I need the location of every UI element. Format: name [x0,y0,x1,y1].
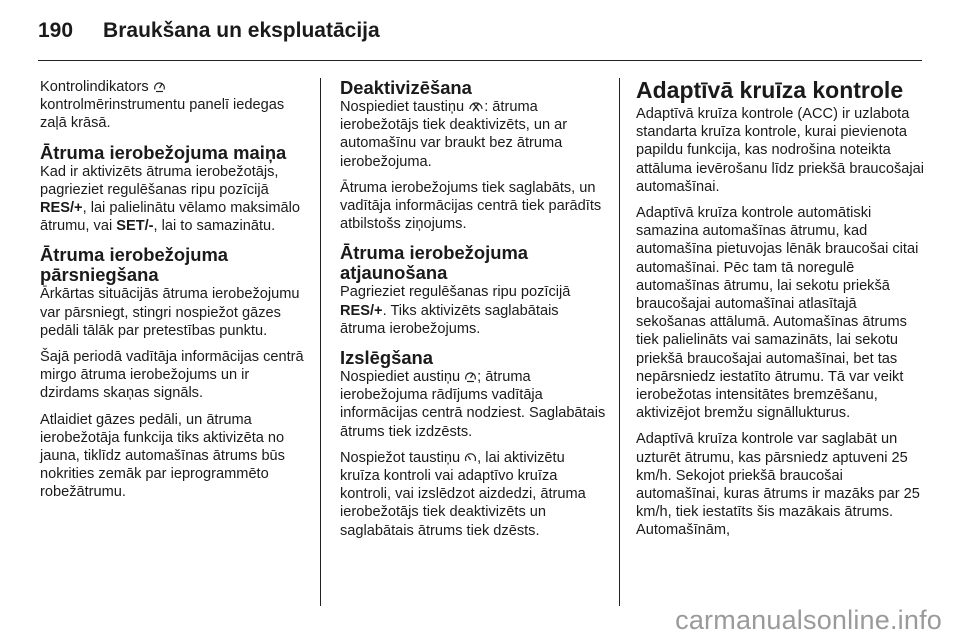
text: , lai to samazinātu. [153,218,276,235]
res-label: RES/+ [340,302,383,319]
exceed-paragraph-1: Ārkārtas situācijās ātruma ierobežojumu var pārsniegt, stingri nospiežot gāzes pedāli tālāk par pretestības punktu. [40,286,300,339]
text: . Tiks aktivizēts saglabātais ātruma ierobežojums. [340,302,559,337]
text: , lai aktivizētu kruīza kontroli vai adaptīvo kruīza kontroli, vai izslēdzot aizdedzi, ātruma ierobežotājs tiek deaktivizēts un saglabātais ātrums tiek dzēsts. [340,449,586,539]
column-divider-1 [320,78,321,606]
exceed-paragraph-2: Šajā periodā vadītāja informācijas centrā mirgo ātruma ierobežojums un ir dzirdams skaņas signāls. [40,349,304,402]
heading-restore: Ātruma ierobežojuma atjaunošana [340,242,529,284]
text: Nospiediet taustiņu [340,99,469,115]
page-number: 190 [38,19,74,42]
text: Nospiediet austiņu [340,369,465,386]
speed-limiter-icon [464,370,477,383]
acc-paragraph-2: Adaptīvā kruīza kontrole automātiski samazina automašīnas ātrumu, kad automašīna pietuvojas lēnāk braucošai citai automašīnai. Pēc tam tā noregulē automašīnas ātrumu, lai sekotu priekšā braucošajai automašīnai atlasītajā sekošanas attālumā. Automašīnas ātrums tiek palielināts vai samazināts, lai sekotu priekšā braucošajai automašīnai, bet tas nepārsniedz iestatīto ātrumu. Tā var veikt ierobežotas intensitātes bremzēšanu, aktivizējot bremžu signāllukturus. [636,205,919,422]
heading-adaptive-cruise: Adaptīvā kruīza kontrole [636,77,904,103]
text: Nospiežot taustiņu [340,449,465,466]
chapter-title: Braukšana un ekspluatācija [103,19,380,42]
text: Kad ir aktivizēts ātruma ierobežotājs, pagrieziet regulēšanas ripu pozīcijā [40,163,279,198]
text: kontrolmērinstrumentu panelī iedegas zaļā krāsā. [40,97,285,132]
heading-switch-off: Izslēgšana [340,347,434,369]
cruise-control-icon [464,451,477,464]
switch-off-paragraph [340,368,606,441]
column-divider-2 [619,78,620,606]
header-divider [38,60,922,61]
restore-paragraph [340,283,606,338]
column-1 [40,78,308,510]
acc-paragraph-1: Adaptīvā kruīza kontrole (ACC) ir uzlabota standarta kruīza kontrole, kurai pievienota papildu funkcija, kas nodrošina noteikta attāluma ievērošanu līdz priekšā braucošajai automašīnai. [636,106,924,195]
cruise-paragraph [340,449,606,540]
limit-change-paragraph [40,163,308,236]
res-label: RES/+ [40,200,83,217]
heading-limit-change: Ātruma ierobežojuma maiņa [40,141,287,163]
text: Kontrolindikators [40,79,153,95]
column-2 [340,78,606,548]
indicator-paragraph [40,78,308,133]
stored-limit-paragraph: Ātruma ierobežojums tiek saglabāts, un vadītāja informācijas centrā tiek parādīts atbilstošs ziņojums. [340,179,602,233]
watermark: carmanualsonline.info [675,605,942,635]
deactivation-paragraph [340,98,606,171]
text: : ātruma ierobežotājs tiek deaktivizēts, un ar automašīnu var braukt bez ātruma ierobežojuma. [340,99,568,170]
speed-limiter-icon [153,80,166,93]
exceed-paragraph-3: Atlaidiet gāzes pedāli, un ātruma ierobežotāja funkcija tiks aktivizēta no jauna, tiklīdz automašīnas ātrums būs nokrities zemāk par ieprogrammēto robežātrumu. [40,411,285,501]
text: , lai palielinātu vēlamo maksimālo ātrumu, vai [40,200,300,235]
column-3 [636,78,926,548]
text: Pagrieziet regulēšanas ripu pozīcijā [340,284,571,301]
text: ; ātruma ierobežojuma rādījums vadītāja informācijas centrā nodziest. Saglabātais ātrums tiek izdzēsts. [340,369,606,440]
heading-limit-exceed: Ātruma ierobežojuma pārsniegšana [40,244,229,286]
acc-paragraph-3: Adaptīvā kruīza kontrole var saglabāt un uzturēt ātrumu, kas pārsniedz aptuveni 25 km/h. Sekojot priekšā braucošai automašīnai, kuras ātrums ir mazāks par 25 km/h, tiek iestatīts šis mazākais ātrums. Automašīnām, [636,431,920,539]
page-header [38,14,922,48]
heading-deactivation: Deaktivizēšana [340,77,472,98]
suspend-icon [468,101,484,113]
set-label: SET/- [116,218,154,235]
